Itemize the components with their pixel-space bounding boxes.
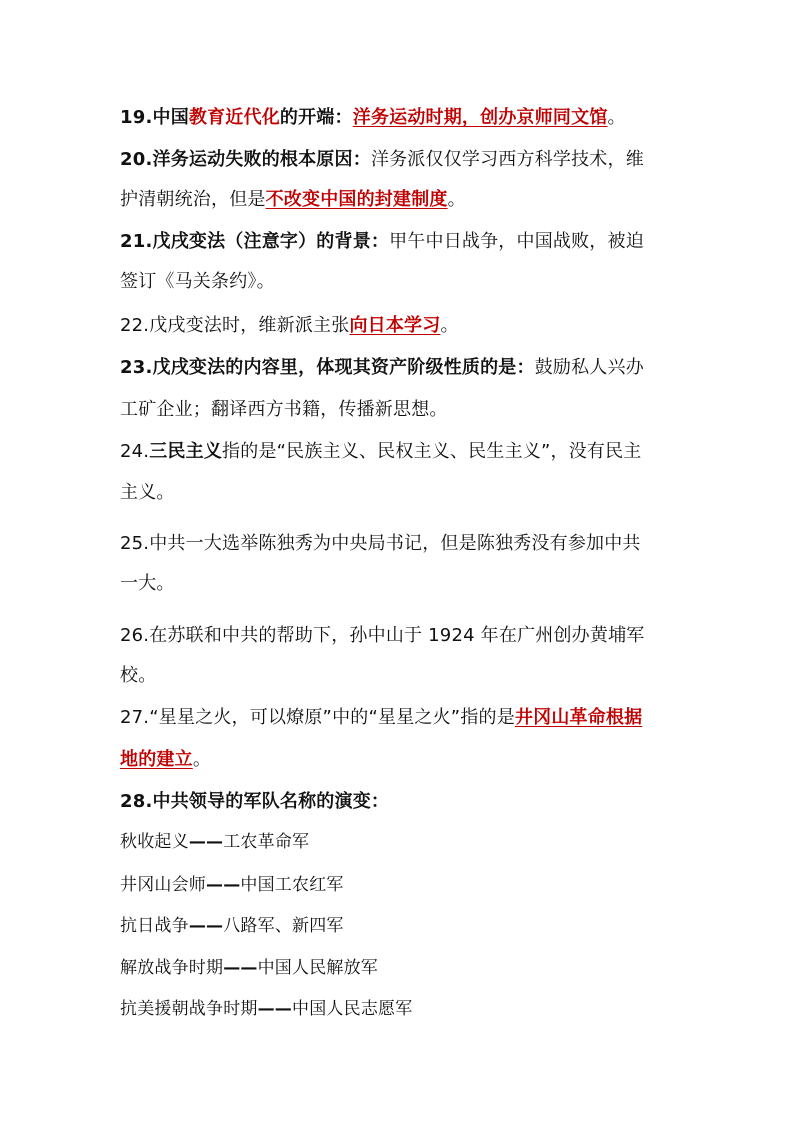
item-22-answer: 向日本学习 — [349, 315, 441, 336]
item-21 — [120, 229, 680, 255]
item-26-continued — [120, 663, 680, 689]
army-name: 工农革命军 — [223, 832, 310, 852]
item-22 — [120, 313, 680, 339]
item-23-answer: 鼓励私人兴办 — [534, 357, 644, 378]
army-period: 抗日战争 — [120, 916, 189, 936]
item-19-answer: 洋务运动时期，创办京师同文馆 — [352, 107, 608, 128]
item-22-period: 。 — [440, 315, 459, 336]
item-23-continued — [120, 397, 680, 423]
item-28-heading: 中共领导的军队名称的演变： — [152, 791, 390, 812]
army-period: 抗美援朝战争时期 — [120, 999, 258, 1019]
item-25-number: 25. — [120, 533, 150, 554]
item-27-answer: 地的建立 — [120, 749, 193, 770]
army-dash: —— — [223, 958, 258, 978]
item-24 — [120, 439, 680, 465]
item-20-answer-text: 洋务派仅仅学习西方科学技术，维 — [370, 149, 644, 170]
army-period: 井冈山会师 — [120, 875, 206, 895]
army-period: 解放战争时期 — [120, 958, 224, 978]
item-21-answer: 甲午中日战争，中国战败，被迫 — [389, 231, 644, 252]
army-name: 中国工农红军 — [240, 875, 344, 895]
item-20-continued — [120, 187, 680, 213]
item-27-continued — [120, 747, 680, 773]
item-23-question: 戊戌变法的内容里，体现其资产阶级性质的是： — [152, 357, 535, 378]
army-period: 秋收起义 — [120, 832, 189, 852]
item-26 — [120, 623, 680, 649]
army-row — [120, 913, 680, 939]
item-19-text: 的开端： — [279, 107, 353, 128]
item-26-number: 26. — [120, 625, 150, 646]
item-23-answer: 工矿企业；翻译西方书籍，传播新思想。 — [120, 399, 448, 420]
army-row — [120, 872, 680, 898]
item-26-text: 校。 — [120, 665, 157, 686]
item-19-period: 。 — [607, 107, 626, 128]
item-21-number: 21. — [120, 231, 153, 252]
item-25-text: 中共一大选举陈独秀为中央局书记，但是陈独秀没有参加中共 — [149, 533, 641, 554]
item-24-number: 24. — [120, 441, 150, 462]
item-20-answer-highlight: 不改变中国的封建制度 — [265, 189, 448, 210]
item-27 — [120, 705, 680, 731]
item-24-text: 主义。 — [120, 482, 175, 503]
item-20-question: 洋务运动失败的根本原因： — [152, 149, 371, 170]
item-21-question: 戊戌变法（注意字）的背景： — [152, 231, 390, 252]
item-20 — [120, 147, 680, 173]
item-22-text: 戊戌变法时，维新派主张 — [149, 315, 350, 336]
item-19-text: 中国 — [152, 107, 189, 128]
army-row — [120, 996, 680, 1022]
army-dash: —— — [257, 999, 293, 1019]
army-name: 中国人民志愿军 — [292, 999, 413, 1019]
army-name: 中国人民解放军 — [257, 958, 379, 978]
army-row — [120, 955, 680, 981]
item-24-term: 三民主义 — [149, 441, 223, 462]
item-25-text: 一大。 — [120, 573, 175, 594]
army-dash: —— — [188, 916, 224, 936]
army-name: 八路军、新四军 — [223, 916, 344, 936]
item-24-continued — [120, 480, 680, 506]
item-25-continued — [120, 571, 680, 597]
army-dash: —— — [206, 875, 241, 895]
item-27-period: 。 — [192, 749, 212, 770]
item-28 — [120, 789, 680, 815]
item-27-text: “星星之火，可以燎原”中的“星星之火”指的是 — [149, 707, 515, 728]
item-24-text: 指的是“民族主义、民权主义、民生主义”，没有民主 — [222, 441, 642, 462]
item-27-answer: 井冈山革命根据 — [514, 707, 643, 728]
item-23 — [120, 355, 680, 381]
item-21-continued — [120, 269, 680, 295]
item-25 — [120, 531, 680, 557]
item-19 — [120, 105, 680, 131]
item-23-number: 23. — [120, 357, 153, 378]
item-20-answer-text: 护清朝统治，但是 — [120, 189, 266, 210]
army-row — [120, 829, 680, 855]
army-dash: —— — [188, 832, 224, 852]
item-20-number: 20. — [120, 149, 153, 170]
item-22-number: 22. — [120, 315, 150, 336]
item-19-number: 19. — [120, 107, 153, 128]
item-20-period: 。 — [447, 189, 466, 210]
item-26-text: 在苏联和中共的帮助下，孙中山于 1924 年在广州创办黄埔军 — [149, 625, 645, 646]
item-19-highlight: 教育近代化 — [188, 107, 280, 128]
item-21-answer: 签订《马关条约》。 — [120, 271, 275, 292]
item-28-number: 28. — [120, 791, 153, 812]
item-27-number: 27. — [120, 707, 150, 728]
